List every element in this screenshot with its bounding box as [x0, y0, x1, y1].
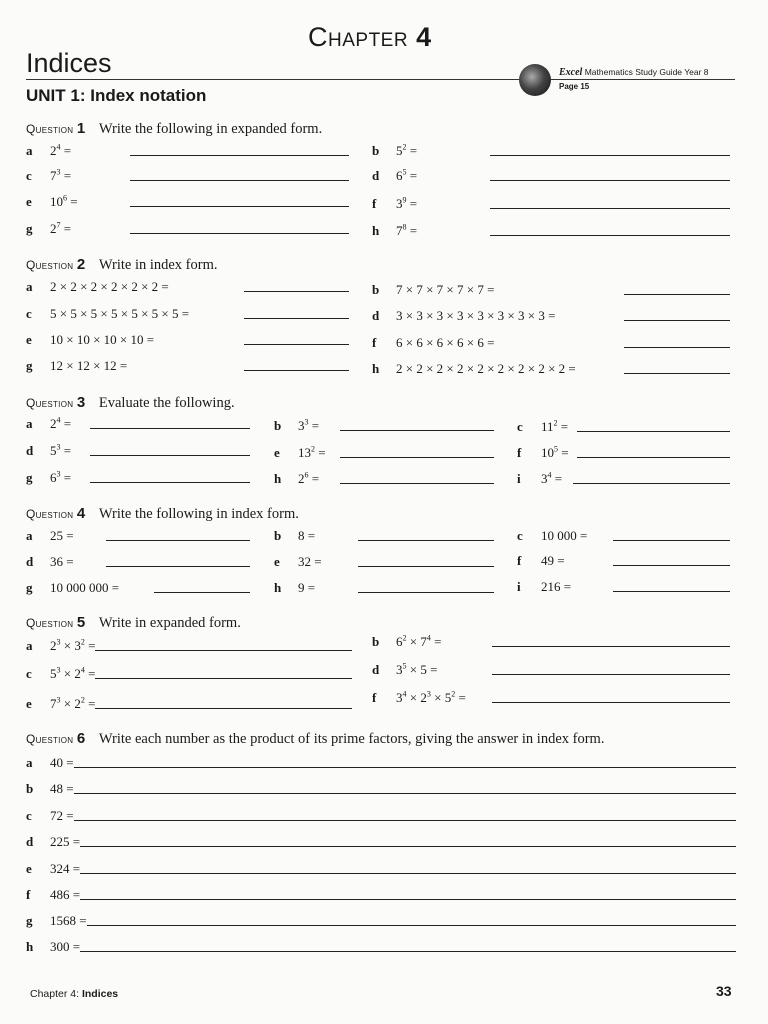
answer-line[interactable] — [492, 674, 730, 675]
answer-line[interactable] — [74, 767, 736, 768]
item-expression: 40 = — [50, 755, 74, 770]
item-letter: a — [26, 638, 33, 653]
answer-line[interactable] — [624, 294, 730, 295]
item-expression: 1568 = — [50, 913, 87, 928]
question-number: 4 — [76, 505, 86, 522]
question-label: Question — [26, 616, 74, 630]
item-expression: $3^5 \times 5$ = — [396, 661, 438, 677]
item-letter: c — [26, 306, 32, 321]
item-letter: d — [26, 554, 34, 569]
answer-line[interactable] — [492, 702, 730, 703]
item-expression: $2^7$ = — [50, 220, 72, 236]
q5-item-a — [26, 638, 352, 654]
answer-line[interactable] — [74, 793, 736, 794]
item-expression: $6^3$ = — [50, 469, 72, 485]
page-reference: Page 15 — [559, 82, 590, 91]
answer-line[interactable] — [80, 846, 736, 847]
q1-item-a — [26, 143, 349, 159]
q3-item-e — [274, 445, 494, 461]
item-letter: e — [274, 554, 280, 569]
footer-chapter-name: Indices — [81, 988, 119, 1000]
item-letter: c — [26, 666, 32, 681]
item-letter: g — [26, 358, 33, 373]
item-expression: 32 = — [298, 554, 322, 569]
item-letter: e — [274, 445, 280, 460]
answer-line[interactable] — [130, 206, 349, 207]
q6-item-b — [26, 781, 736, 797]
q4-item-a — [26, 528, 250, 544]
question-2-title — [26, 256, 218, 274]
q6-item-f — [26, 887, 736, 903]
item-expression: $7^3 \times 2^2$ = — [50, 695, 96, 711]
q5-item-b — [372, 634, 730, 650]
item-letter: c — [517, 528, 523, 543]
item-expression: $6^5$ = — [396, 167, 418, 183]
question-instruction: Write in expanded form. — [98, 615, 241, 631]
item-letter: b — [26, 781, 34, 796]
item-expression: 2 × 2 × 2 × 2 × 2 × 2 × 2 × 2 × 2 = — [396, 361, 576, 376]
question-6-title — [26, 730, 604, 748]
q3-item-g — [26, 470, 250, 486]
item-letter: a — [26, 528, 33, 543]
q2-item-c — [26, 306, 349, 322]
q2-item-b — [372, 282, 730, 298]
q2-item-h — [372, 361, 730, 377]
item-letter: h — [274, 471, 282, 486]
chapter-number: 4 — [416, 22, 432, 52]
answer-line[interactable] — [90, 428, 250, 429]
question-number: 3 — [76, 394, 86, 411]
question-label: Question — [26, 507, 74, 521]
answer-line[interactable] — [95, 708, 352, 709]
answer-line[interactable] — [80, 951, 736, 952]
answer-line[interactable] — [358, 592, 494, 593]
item-letter: f — [372, 690, 377, 705]
q5-item-d — [372, 662, 730, 678]
answer-line[interactable] — [613, 591, 730, 592]
q4-item-i — [517, 579, 730, 595]
q6-item-e — [26, 861, 736, 877]
answer-line[interactable] — [90, 482, 250, 483]
item-expression: 72 = — [50, 808, 74, 823]
item-letter: b — [372, 282, 380, 297]
answer-line[interactable] — [624, 347, 730, 348]
answer-line[interactable] — [613, 540, 730, 541]
item-expression: 2 × 2 × 2 × 2 × 2 × 2 = — [50, 279, 169, 294]
item-letter: d — [372, 662, 380, 677]
q6-item-c — [26, 808, 736, 824]
q3-item-a — [26, 416, 250, 432]
answer-line[interactable] — [490, 180, 730, 181]
answer-line[interactable] — [244, 291, 349, 292]
item-letter: f — [372, 196, 377, 211]
item-letter: f — [26, 887, 31, 902]
item-expression: 9 = — [298, 580, 316, 595]
item-expression: $2^6$ = — [298, 470, 320, 486]
item-expression: 6 × 6 × 6 × 6 × 6 = — [396, 335, 495, 350]
header-rule — [26, 79, 521, 80]
question-1-title — [26, 120, 322, 138]
item-letter: b — [372, 634, 380, 649]
q4-item-e — [274, 554, 494, 570]
item-letter: h — [26, 939, 34, 954]
q1-item-d — [372, 168, 730, 184]
q4-item-h — [274, 580, 494, 596]
item-expression: $3^3$ = — [298, 417, 320, 433]
item-letter: a — [26, 143, 33, 158]
item-expression: 225 = — [50, 834, 81, 849]
item-expression: 49 = — [541, 553, 565, 568]
item-letter: d — [372, 168, 380, 183]
chapter-heading — [308, 22, 432, 53]
item-letter: i — [517, 471, 521, 486]
item-expression: 7 × 7 × 7 × 7 × 7 = — [396, 282, 495, 297]
item-expression: 5 × 5 × 5 × 5 × 5 × 5 × 5 = — [50, 306, 190, 321]
question-5-title — [26, 614, 241, 632]
item-expression: 10 × 10 × 10 × 10 = — [50, 332, 155, 347]
header-rule-right — [550, 79, 735, 80]
answer-line[interactable] — [577, 431, 730, 432]
unit-title: UNIT 1: Index notation — [26, 86, 207, 105]
question-number: 5 — [76, 614, 86, 631]
item-expression: $2^4$ = — [50, 415, 72, 431]
answer-line[interactable] — [90, 455, 250, 456]
item-letter: f — [517, 553, 522, 568]
q4-item-f — [517, 553, 730, 569]
item-expression: 8 = — [298, 528, 316, 543]
item-letter: b — [274, 528, 282, 543]
answer-line[interactable] — [95, 650, 352, 651]
answer-line[interactable] — [87, 925, 736, 926]
item-expression: $10^6$ = — [50, 193, 78, 209]
footer-chapter — [30, 988, 118, 1000]
q3-item-d — [26, 443, 250, 459]
q5-item-e — [26, 696, 352, 712]
item-expression: 10 000 = — [541, 528, 588, 543]
page-number: 33 — [716, 983, 732, 999]
item-letter: h — [372, 223, 380, 238]
answer-line[interactable] — [358, 540, 494, 541]
question-instruction: Write in index form. — [98, 257, 218, 273]
answer-line[interactable] — [106, 540, 250, 541]
footer-chapter-label: Chapter 4: — [30, 988, 80, 1000]
item-letter: e — [26, 861, 32, 876]
item-letter: d — [372, 308, 380, 323]
q5-item-c — [26, 666, 352, 682]
answer-line[interactable] — [244, 318, 349, 319]
item-expression: $6^2 \times 7^4$ = — [396, 633, 442, 649]
answer-line[interactable] — [492, 646, 730, 647]
item-expression: 25 = — [50, 528, 74, 543]
series-name: Mathematics Study Guide Year 8 — [584, 67, 709, 77]
item-letter: b — [274, 418, 282, 433]
q1-item-c — [26, 168, 349, 184]
item-expression: $7^8$ = — [396, 222, 418, 238]
chapter-word: Chapter — [308, 22, 409, 52]
q3-item-c — [517, 419, 730, 435]
answer-line[interactable] — [80, 899, 736, 900]
answer-line[interactable] — [244, 370, 349, 371]
answer-line[interactable] — [340, 483, 494, 484]
question-label: Question — [26, 258, 74, 272]
item-letter: g — [26, 580, 33, 595]
item-letter: c — [26, 168, 32, 183]
item-expression: $13^2$ = — [298, 444, 326, 460]
question-4-title — [26, 505, 299, 523]
q6-item-g — [26, 913, 736, 929]
answer-line[interactable] — [624, 373, 730, 374]
q6-item-h — [26, 939, 736, 955]
answer-line[interactable] — [74, 820, 736, 821]
answer-line[interactable] — [573, 483, 730, 484]
q4-item-d — [26, 554, 250, 570]
question-instruction: Write the following in expanded form. — [98, 121, 323, 137]
q2-item-f — [372, 335, 730, 351]
item-letter: a — [26, 416, 33, 431]
item-expression: 300 = — [50, 939, 81, 954]
item-expression: $3^4 \times 2^3 \times 5^2$ = — [396, 689, 466, 705]
item-letter: h — [274, 580, 282, 595]
q1-item-h — [372, 223, 730, 239]
answer-line[interactable] — [106, 566, 250, 567]
series-label — [559, 67, 709, 78]
answer-line[interactable] — [80, 873, 736, 874]
answer-line[interactable] — [95, 678, 352, 679]
q4-item-c — [517, 528, 730, 544]
answer-line[interactable] — [244, 344, 349, 345]
q1-item-f — [372, 196, 730, 212]
item-letter: d — [26, 443, 34, 458]
answer-line[interactable] — [340, 430, 494, 431]
q6-item-a — [26, 755, 736, 771]
answer-line[interactable] — [340, 457, 494, 458]
item-expression: $7^3$ = — [50, 167, 72, 183]
question-number: 2 — [76, 256, 86, 273]
q2-item-a — [26, 279, 349, 295]
q3-item-i — [517, 471, 730, 487]
question-instruction: Write each number as the product of its prime factors, giving the answer in index form. — [98, 731, 605, 747]
item-expression: $10^5$ = — [541, 444, 569, 460]
item-expression: $5^2$ = — [396, 142, 418, 158]
question-number: 6 — [76, 730, 86, 747]
question-3-title — [26, 394, 235, 412]
answer-line[interactable] — [613, 565, 730, 566]
item-expression: 324 = — [50, 861, 81, 876]
item-expression: 36 = — [50, 554, 74, 569]
item-letter: c — [517, 419, 523, 434]
answer-line[interactable] — [490, 208, 730, 209]
q3-item-f — [517, 445, 730, 461]
excel-logo-icon — [519, 64, 551, 96]
item-expression: $3^9$ = — [396, 195, 418, 211]
page-title: Indices — [26, 48, 112, 78]
item-letter: a — [26, 279, 33, 294]
q4-item-g — [26, 580, 250, 596]
answer-line[interactable] — [130, 180, 349, 181]
answer-line[interactable] — [577, 457, 730, 458]
item-letter: g — [26, 913, 33, 928]
item-letter: g — [26, 221, 33, 236]
question-label: Question — [26, 732, 74, 746]
item-letter: a — [26, 755, 33, 770]
item-expression: 3 × 3 × 3 × 3 × 3 × 3 × 3 × 3 = — [396, 308, 556, 323]
item-expression: $3^4$ = — [541, 470, 563, 486]
item-letter: d — [26, 834, 34, 849]
item-expression: 48 = — [50, 781, 74, 796]
item-expression: $5^3 \times 2^4$ = — [50, 665, 96, 681]
q1-item-b — [372, 143, 730, 159]
question-number: 1 — [76, 120, 86, 137]
q3-item-h — [274, 471, 494, 487]
item-letter: f — [517, 445, 522, 460]
answer-line[interactable] — [130, 233, 349, 234]
item-letter: i — [517, 579, 521, 594]
question-label: Question — [26, 396, 74, 410]
q2-item-e — [26, 332, 349, 348]
item-expression: $5^3$ = — [50, 442, 72, 458]
answer-line[interactable] — [624, 320, 730, 321]
q1-item-g — [26, 221, 349, 237]
q6-item-d — [26, 834, 736, 850]
q2-item-d — [372, 308, 730, 324]
answer-line[interactable] — [490, 235, 730, 236]
brand-name: Excel — [559, 67, 583, 78]
item-expression: 486 = — [50, 887, 81, 902]
item-expression: 12 × 12 × 12 = — [50, 358, 128, 373]
item-expression: $2^4$ = — [50, 142, 72, 158]
item-letter: h — [372, 361, 380, 376]
item-expression: $11^2$ = — [541, 418, 569, 434]
answer-line[interactable] — [490, 155, 730, 156]
q3-item-b — [274, 418, 494, 434]
item-letter: f — [372, 335, 377, 350]
item-letter: g — [26, 470, 33, 485]
q1-item-e — [26, 194, 349, 210]
question-label: Question — [26, 122, 74, 136]
item-letter: c — [26, 808, 32, 823]
q4-item-b — [274, 528, 494, 544]
question-instruction: Evaluate the following. — [98, 395, 235, 411]
item-letter: e — [26, 332, 32, 347]
q2-item-g — [26, 358, 349, 374]
item-expression: $2^3 \times 3^2$ = — [50, 637, 96, 653]
item-letter: e — [26, 194, 32, 209]
answer-line[interactable] — [130, 155, 349, 156]
item-letter: b — [372, 143, 380, 158]
q5-item-f — [372, 690, 730, 706]
question-instruction: Write the following in index form. — [98, 506, 299, 522]
item-expression: 10 000 000 = — [50, 580, 120, 595]
item-expression: 216 = — [541, 579, 572, 594]
answer-line[interactable] — [154, 592, 250, 593]
answer-line[interactable] — [358, 566, 494, 567]
item-letter: e — [26, 696, 32, 711]
